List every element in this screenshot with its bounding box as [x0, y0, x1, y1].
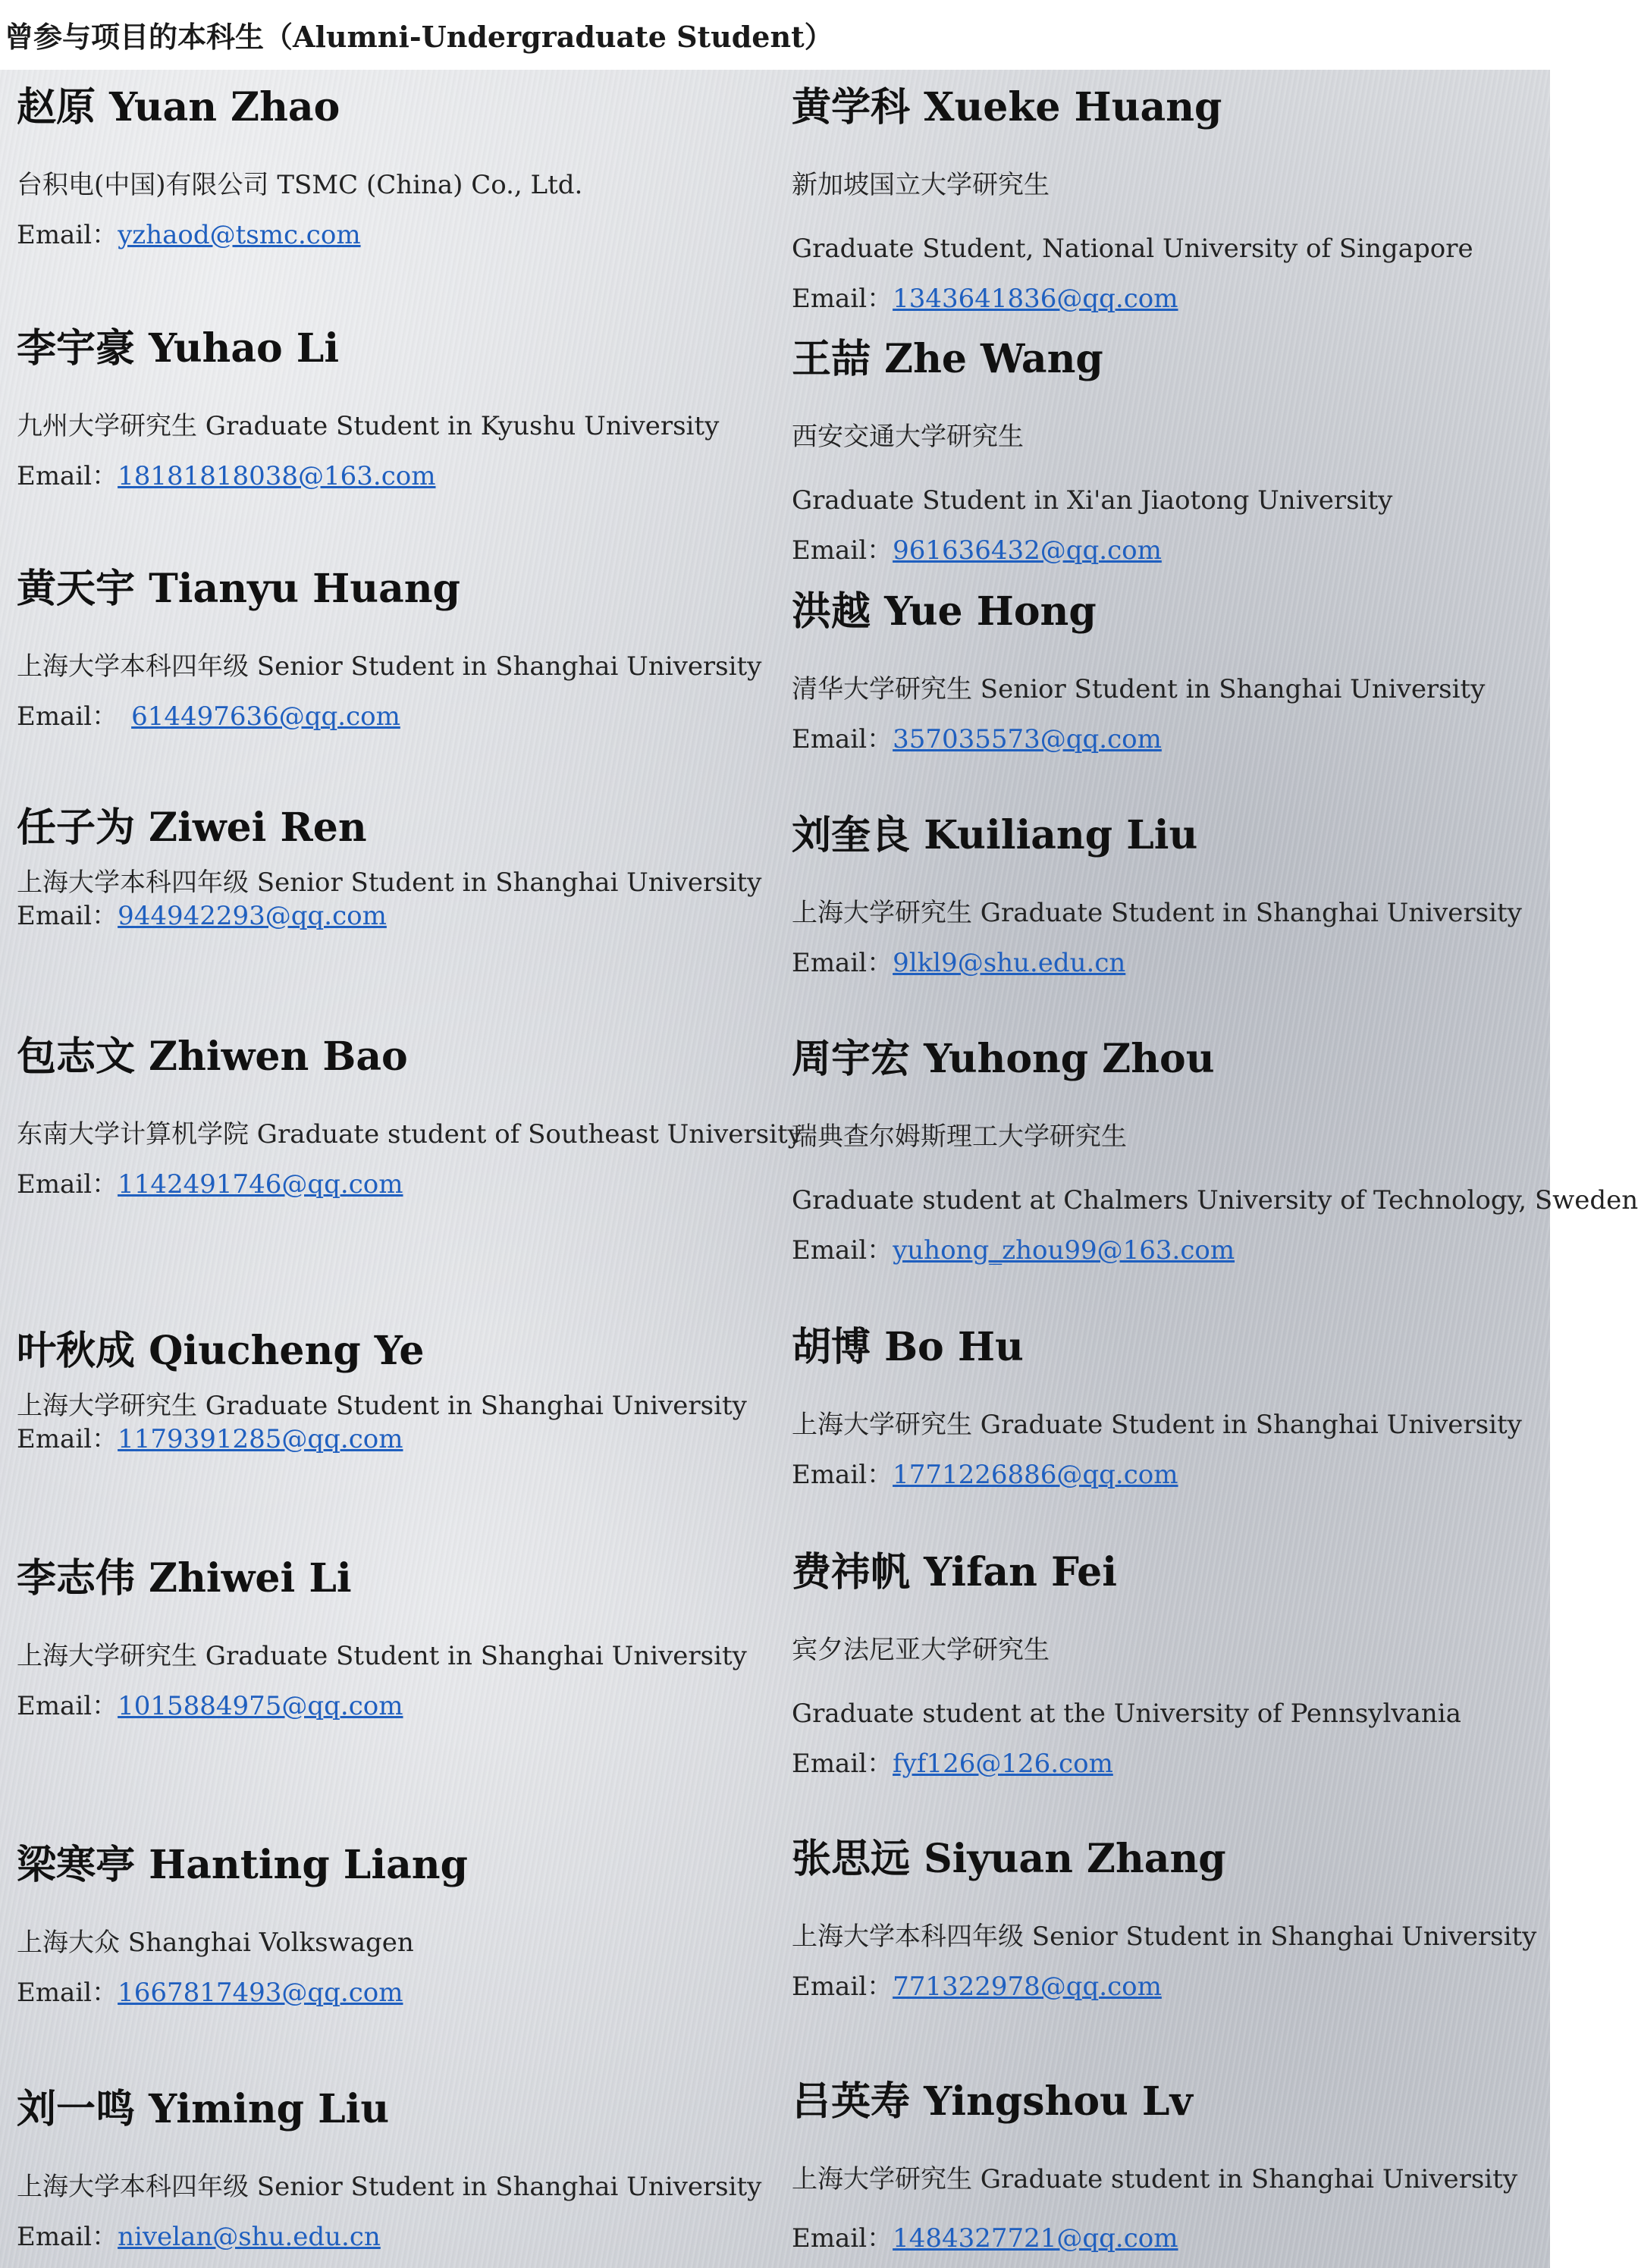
alumni-name: 李志伟 Zhiwei Li — [17, 1555, 352, 1601]
email-link[interactable]: yzhaod@tsmc.com — [118, 220, 361, 250]
email-row — [17, 1424, 403, 1454]
alumni-affiliation: 上海大学研究生 Graduate Student in Shanghai University — [17, 1641, 747, 1671]
email-label: Email： — [792, 284, 893, 314]
email-link[interactable]: 614497636@qq.com — [131, 701, 400, 732]
alumni-affiliation-en: Graduate Student in Xi'an Jiaotong University — [792, 485, 1393, 516]
alumni-name: 任子为 Ziwei Ren — [17, 805, 367, 851]
email-label: Email： — [17, 2222, 118, 2252]
alumni-entry — [17, 85, 775, 274]
alumni-affiliation: 上海大学研究生 Graduate Student in Shanghai University — [792, 898, 1522, 928]
email-row — [792, 535, 1162, 566]
email-row — [17, 901, 387, 931]
alumni-affiliation-cn: 西安交通大学研究生 — [792, 422, 1024, 452]
email-label: Email： — [792, 948, 893, 978]
alumni-entry — [17, 2087, 775, 2261]
alumni-entry — [792, 337, 1542, 579]
alumni-entry — [792, 1325, 1542, 1514]
alumni-affiliation-cn: 瑞典查尔姆斯理工大学研究生 — [792, 1121, 1127, 1152]
email-row — [17, 220, 361, 250]
email-row — [792, 1460, 1178, 1490]
alumni-entry — [17, 566, 775, 756]
alumni-affiliation-en: Graduate student at the University of Pennsylvania — [792, 1699, 1461, 1729]
email-row — [792, 1749, 1113, 1779]
alumni-entry — [792, 1550, 1542, 1793]
alumni-entry — [792, 85, 1542, 328]
alumni-name: 张思远 Siyuan Zhang — [792, 1836, 1226, 1882]
email-link[interactable]: 18181818038@163.com — [118, 461, 436, 491]
alumni-entry — [17, 1843, 775, 2032]
alumni-affiliation: 台积电(中国)有限公司 TSMC (China) Co., Ltd. — [17, 170, 583, 200]
email-link[interactable]: 357035573@qq.com — [893, 724, 1162, 754]
alumni-affiliation-en: Graduate Student, National University of Singapore — [792, 234, 1473, 264]
email-link[interactable]: 1771226886@qq.com — [893, 1460, 1178, 1490]
alumni-entry — [792, 813, 1542, 1002]
alumni-name: 包志文 Zhiwen Bao — [17, 1034, 408, 1080]
alumni-affiliation: 上海大学本科四年级 Senior Student in Shanghai University — [792, 1921, 1537, 1952]
email-label: Email： — [792, 724, 893, 754]
email-label: Email： — [792, 1972, 893, 2002]
alumni-name: 胡博 Bo Hu — [792, 1324, 1024, 1370]
alumni-affiliation: 东南大学计算机学院 Graduate student of Southeast University — [17, 1119, 802, 1150]
alumni-name: 刘一鸣 Yiming Liu — [17, 2086, 390, 2132]
alumni-affiliation: 上海大学本科四年级 Senior Student in Shanghai University — [17, 867, 762, 898]
email-label: Email： — [17, 1978, 118, 2008]
alumni-affiliation: 上海大学本科四年级 Senior Student in Shanghai University — [17, 651, 762, 682]
alumni-affiliation: 上海大学研究生 Graduate student in Shanghai University — [792, 2164, 1518, 2194]
email-row — [17, 2222, 381, 2252]
email-row — [17, 701, 400, 732]
email-label: Email： — [792, 535, 893, 566]
alumni-entry — [792, 2079, 1542, 2261]
email-label: Email： — [792, 1460, 893, 1490]
email-link[interactable]: nivelan@shu.edu.cn — [118, 2222, 381, 2252]
email-row — [17, 1169, 403, 1200]
email-link[interactable]: yuhong_zhou99@163.com — [893, 1235, 1235, 1266]
alumni-entry — [792, 1837, 1542, 2026]
email-label: Email： — [17, 461, 118, 491]
alumni-affiliation: 清华大学研究生 Senior Student in Shanghai University — [792, 674, 1486, 704]
email-label: Email： — [792, 2223, 893, 2254]
email-link[interactable]: 1343641836@qq.com — [893, 284, 1178, 314]
alumni-panel — [0, 70, 1638, 2268]
email-label: Email： — [17, 1424, 118, 1454]
email-link[interactable]: 1142491746@qq.com — [118, 1169, 403, 1200]
email-label: Email： — [792, 1235, 893, 1266]
alumni-entry — [17, 1034, 802, 1224]
email-row — [792, 724, 1162, 754]
alumni-entry — [792, 1036, 1638, 1279]
email-label: Email： — [17, 901, 118, 931]
alumni-entry — [17, 1328, 775, 1495]
email-row — [792, 1235, 1235, 1266]
email-label: Email： — [17, 220, 118, 250]
email-row — [792, 284, 1178, 314]
alumni-name: 叶秋成 Qiucheng Ye — [17, 1328, 425, 1374]
alumni-name: 洪越 Yue Hong — [792, 588, 1097, 635]
email-label: Email： — [17, 1169, 118, 1200]
alumni-affiliation: 上海大学研究生 Graduate Student in Shanghai University — [17, 1391, 747, 1421]
alumni-entry — [17, 1556, 775, 1746]
email-label: Email： — [17, 701, 118, 732]
email-row — [17, 1978, 403, 2008]
email-row — [17, 1691, 403, 1721]
alumni-affiliation-en: Graduate student at Chalmers University of Technology, Sweden — [792, 1185, 1638, 1216]
email-link[interactable]: 9lkl9@shu.edu.cn — [893, 948, 1126, 978]
email-row — [792, 2223, 1178, 2254]
alumni-name: 赵原 Yuan Zhao — [17, 84, 340, 130]
alumni-name: 刘奎良 Kuiliang Liu — [792, 812, 1198, 858]
email-row — [17, 461, 435, 491]
alumni-entry — [792, 589, 1542, 779]
alumni-name: 黄天宇 Tianyu Huang — [17, 566, 460, 612]
email-link[interactable]: 771322978@qq.com — [893, 1972, 1162, 2002]
email-link[interactable]: 961636432@qq.com — [893, 535, 1162, 566]
alumni-name: 吕英寿 Yingshou Lv — [792, 2078, 1193, 2125]
alumni-name: 王喆 Zhe Wang — [792, 336, 1103, 382]
alumni-name: 费祎帆 Yifan Fei — [792, 1549, 1117, 1595]
email-label: Email： — [792, 1749, 893, 1779]
alumni-affiliation: 上海大学本科四年级 Senior Student in Shanghai University — [17, 2172, 762, 2202]
email-row — [792, 1972, 1162, 2002]
alumni-affiliation: 九州大学研究生 Graduate Student in Kyushu University — [17, 411, 720, 441]
email-link[interactable]: 1015884975@qq.com — [118, 1691, 403, 1721]
alumni-affiliation: 上海大众 Shanghai Volkswagen — [17, 1928, 414, 1958]
email-link[interactable]: 944942293@qq.com — [118, 901, 387, 931]
alumni-affiliation-cn: 宾夕法尼亚大学研究生 — [792, 1635, 1050, 1665]
alumni-affiliation-cn: 新加坡国立大学研究生 — [792, 170, 1050, 200]
page-title: 曾参与项目的本科生（Alumni-Undergraduate Student） — [5, 20, 833, 54]
email-link[interactable]: 1484327721@qq.com — [893, 2223, 1178, 2254]
email-link[interactable]: 1667817493@qq.com — [118, 1978, 403, 2008]
email-link[interactable]: 1179391285@qq.com — [118, 1424, 403, 1454]
alumni-entry — [17, 805, 775, 972]
alumni-affiliation: 上海大学研究生 Graduate Student in Shanghai University — [792, 1410, 1522, 1440]
email-row — [792, 948, 1125, 978]
alumni-name: 黄学科 Xueke Huang — [792, 84, 1222, 130]
alumni-name: 李宇豪 Yuhao Li — [17, 325, 340, 372]
alumni-entry — [17, 326, 775, 516]
email-label: Email： — [17, 1691, 118, 1721]
alumni-name: 周宇宏 Yuhong Zhou — [792, 1036, 1215, 1082]
email-link[interactable]: fyf126@126.com — [893, 1749, 1113, 1779]
alumni-name: 梁寒亭 Hanting Liang — [17, 1842, 468, 1888]
